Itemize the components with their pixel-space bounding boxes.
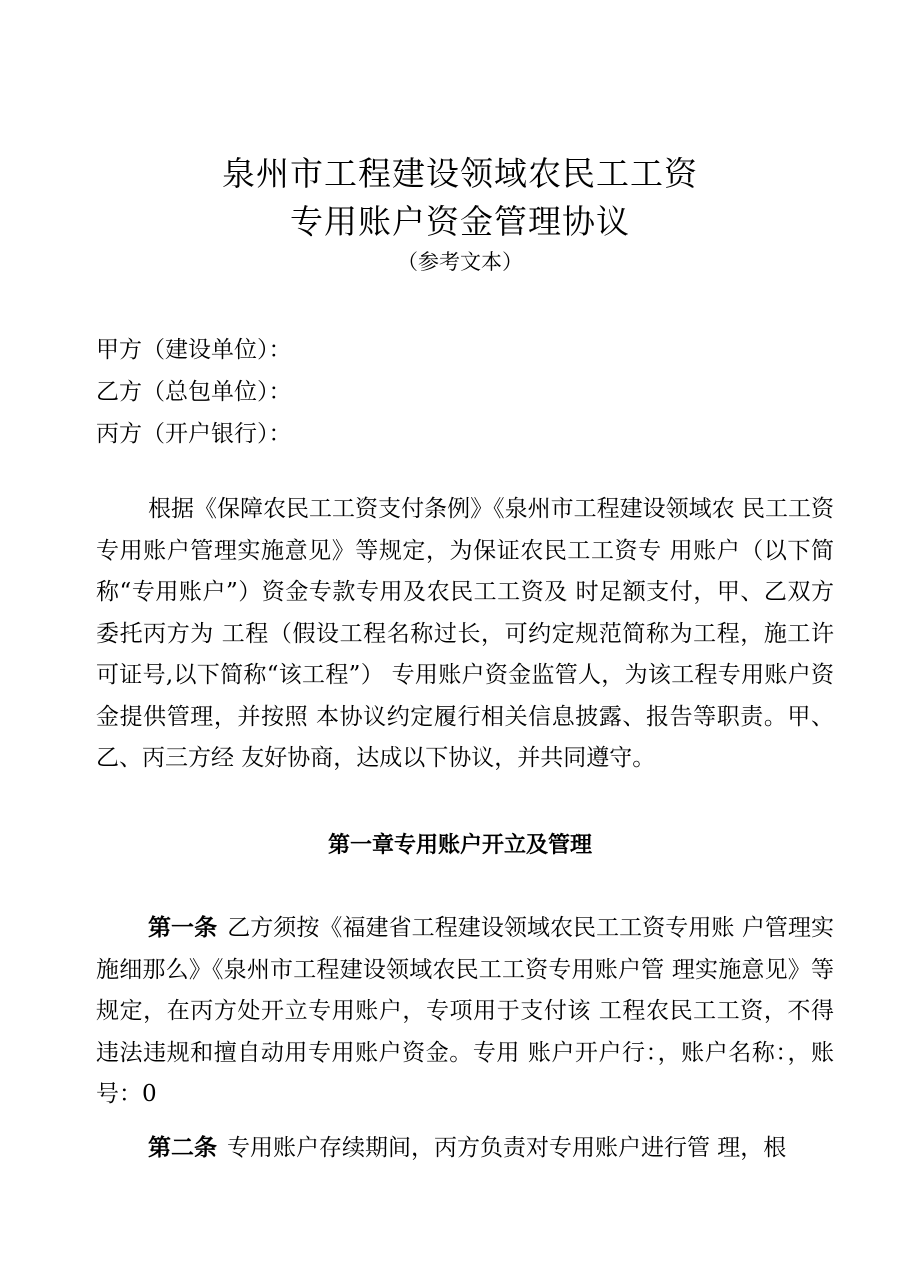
party-c: 丙方（开户银行）： bbox=[96, 421, 292, 447]
article-1-text: 乙方须按《福建省工程建设领域农民工工资专用账 户管理实施细那么》《泉州市工程建设领域农民工工资专用账户管 理实施意见》等规定，在丙方处开立专用账户，专项用于支付该 工程农民工工资，不得违法违规和擅自动用专用账户资金。专用 账户开户行：，账户名称：，账号：0 bbox=[96, 915, 835, 1107]
article-1-label: 第一条 bbox=[148, 915, 218, 941]
preamble-paragraph: 根据《保障农民工工资支付条例》《泉州市工程建设领域农 民工工资专用账户管理实施意见》等规定，为保证农民工工资专 用账户（以下简称“专用账户”）资金专款专用及农民工工资及 时足额支付，甲、乙双方委托丙方为 工程（假设工程名称过长，可约定规范简称为工程，施工许可证号,以下简称“该工程”） 专用账户资金监管人，为该工程专用账户资金提供管理，并按照 本协议约定履行相关信息披露、报告等职责。甲、乙、丙三方经 友好协商，达成以下协议，并共同遵守。 bbox=[96, 496, 834, 771]
chapter-heading: 第一章专用账户开立及管理 bbox=[327, 833, 592, 858]
article-2-label: 第二条 bbox=[148, 1135, 217, 1161]
article-2 bbox=[96, 1128, 834, 1170]
document-title-line2: 专用账户资金管理协议 bbox=[290, 202, 630, 241]
document-subtitle: （参考文本） bbox=[397, 250, 523, 274]
party-b: 乙方（总包单位）： bbox=[96, 379, 292, 405]
article-1 bbox=[96, 908, 834, 1116]
party-a: 甲方（建设单位）： bbox=[96, 337, 292, 363]
document-title-line1: 泉州市工程建设领域农民工工资 bbox=[222, 154, 698, 193]
article-2-text: 专用账户存续期间，丙方负责对专用账户进行管 理，根 bbox=[227, 1135, 787, 1161]
